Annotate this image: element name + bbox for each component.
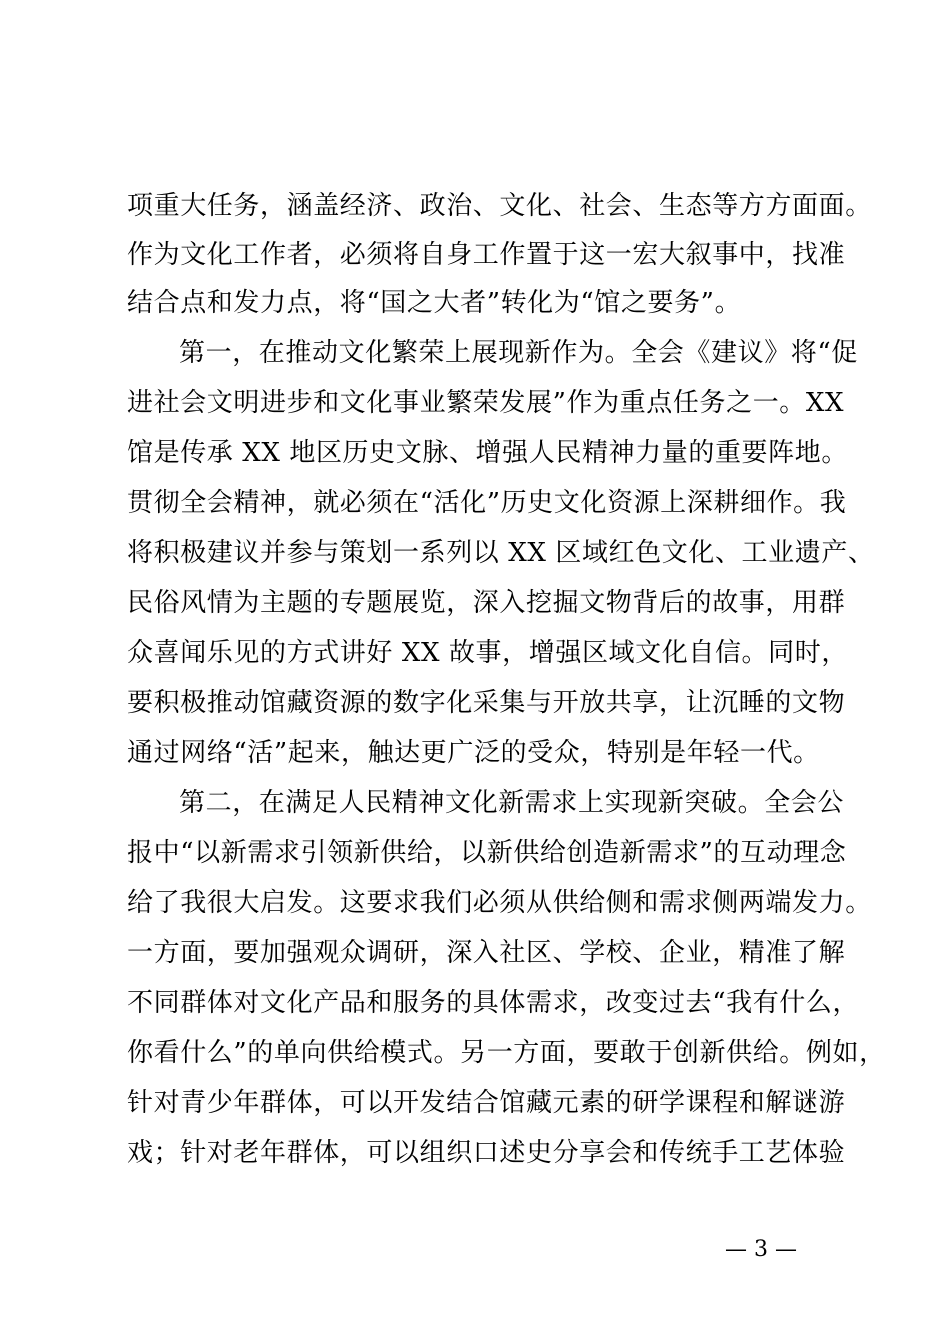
- text-line: 你看什么”的单向供给模式。另一方面，要敢于创新供给。例如，: [127, 1038, 886, 1068]
- text-line: 馆是传承 XX 地区历史文脉、增强人民精神力量的重要阵地。: [127, 438, 848, 468]
- text-line: 作为文化工作者，必须将自身工作置于这一宏大叙事中，找准: [127, 240, 846, 270]
- text-line: 结合点和发力点，将“国之大者”转化为“馆之要务”。: [127, 288, 742, 318]
- text-line: 项重大任务，涵盖经济、政治、文化、社会、生态等方方面面。: [127, 191, 872, 221]
- text-line: 一方面，要加强观众调研，深入社区、学校、企业，精准了解: [127, 938, 846, 968]
- text-line: 针对青少年群体，可以开发结合馆藏元素的研学课程和解谜游: [127, 1088, 846, 1118]
- text-line: 报中“以新需求引领新供给，以新供给创造新需求”的互动理念: [127, 838, 847, 868]
- text-line: 将积极建议并参与策划一系列以 XX 区域红色文化、工业遗产、: [127, 538, 875, 568]
- paragraph-first-line: 第一，在推动文化繁荣上展现新作为。全会《建议》将“促: [179, 338, 858, 368]
- paragraph-first-line: 第二，在满足人民精神文化新需求上实现新突破。全会公: [179, 788, 845, 818]
- page-number: — 3 —: [725, 1237, 797, 1262]
- text-line: 不同群体对文化产品和服务的具体需求，改变过去“我有什么，: [127, 988, 860, 1018]
- text-line: 贯彻全会精神，就必须在“活化”历史文化资源上深耕细作。我: [127, 488, 847, 518]
- text-line: 给了我很大启发。这要求我们必须从供给侧和需求侧两端发力。: [127, 888, 872, 918]
- text-line: 进社会文明进步和文化事业繁荣发展”作为重点任务之一。XX: [127, 388, 845, 418]
- text-line: 民俗风情为主题的专题展览，深入挖掘文物背后的故事，用群: [127, 588, 846, 618]
- text-line: 通过网络“活”起来，触达更广泛的受众，特别是年轻一代。: [127, 738, 820, 768]
- text-line: 众喜闻乐见的方式讲好 XX 故事，增强区域文化自信。同时，: [127, 638, 848, 668]
- text-line: 要积极推动馆藏资源的数字化采集与开放共享，让沉睡的文物: [127, 688, 846, 718]
- text-line: 戏；针对老年群体，可以组织口述史分享会和传统手工艺体验: [127, 1138, 846, 1168]
